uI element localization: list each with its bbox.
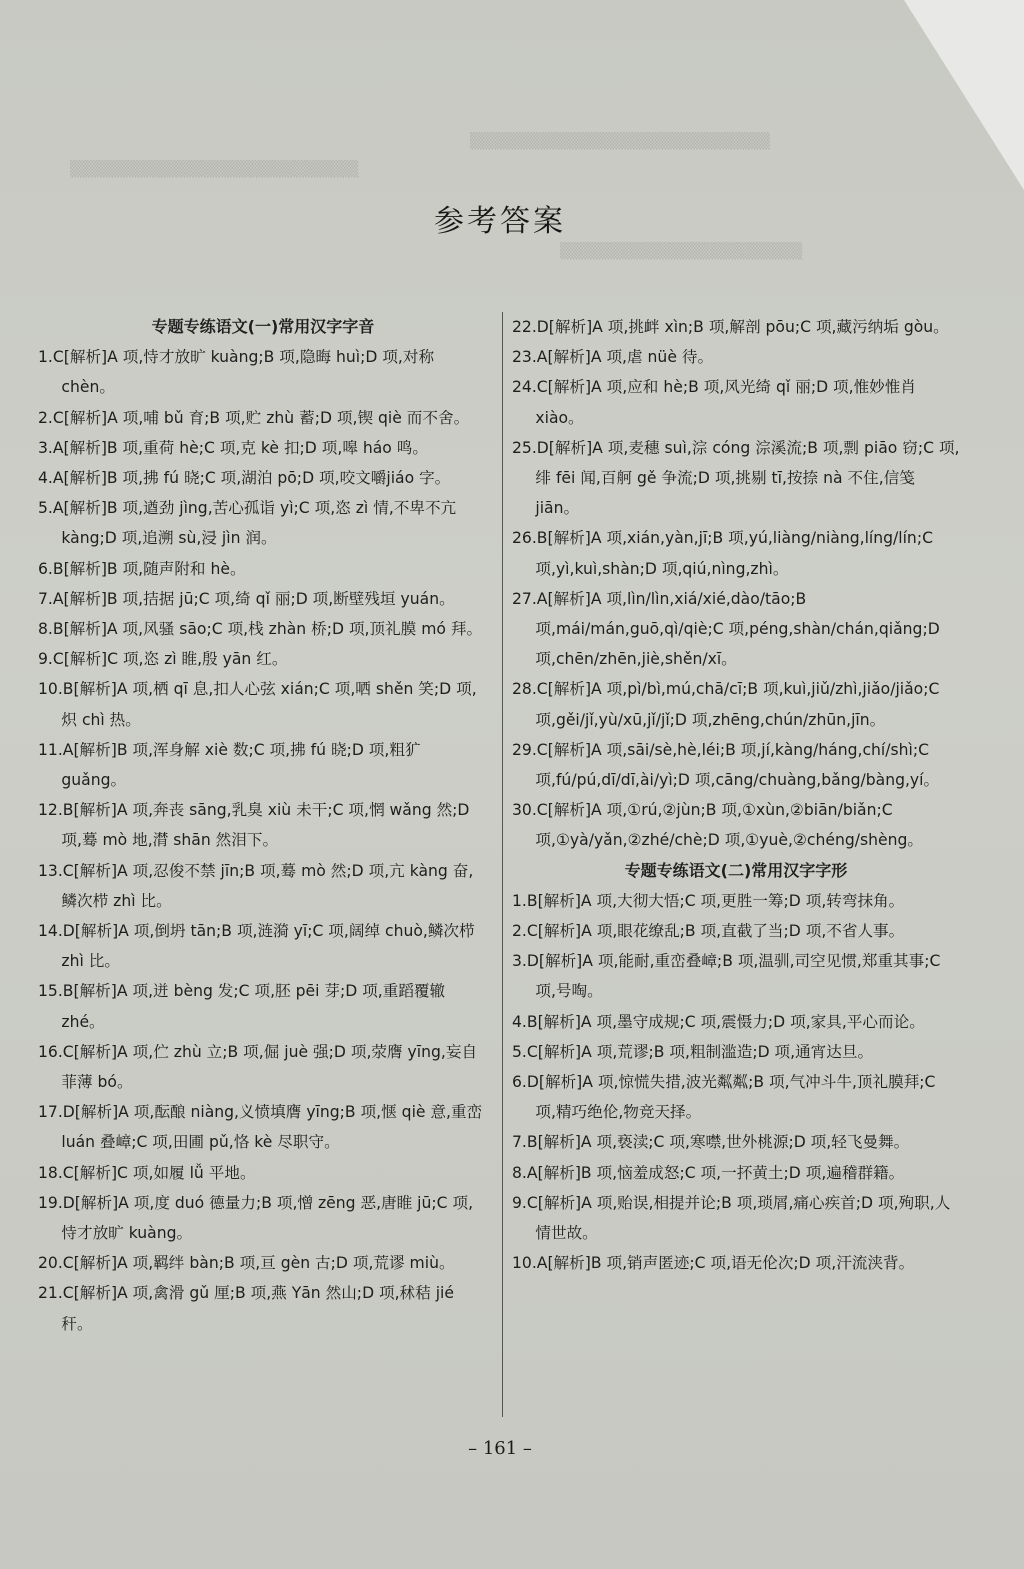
answer-item: 14.D[解析]A 项,倒坍 tān;B 项,涟漪 yī;C 项,阔绰 chuò,鳞次栉 zhì 比。 <box>38 922 475 971</box>
answer-item: 7.B[解析]A 项,亵渎;C 项,寒噤,世外桃源;D 项,轻飞曼舞。 <box>512 1133 910 1152</box>
answer-item: 24.C[解析]A 项,应和 hè;B 项,风光绮 qǐ 丽;D 项,惟妙惟肖 xiào。 <box>512 378 916 427</box>
answer-item: 18.C[解析]C 项,如履 lǚ 平地。 <box>38 1163 256 1182</box>
answer-item: 4.A[解析]B 项,拂 fú 晓;C 项,湖泊 pō;D 项,咬文嚼jiáo 字。 <box>38 469 451 487</box>
answer-item: 20.C[解析]A 项,羁绊 bàn;B 项,亘 gèn 古;D 项,荒谬 miù。 <box>38 1254 455 1273</box>
answer-item: 19.D[解析]A 项,度 duó 德量力;B 项,憎 zēng 恶,唐睢 jū;C 项,恃才放旷 kuàng。 <box>38 1193 474 1243</box>
answer-item: 3.D[解析]A 项,能耐,重峦叠嶂;B 项,温驯,司空见惯,郑重其事;C 项,号啕。 <box>512 952 941 1001</box>
answer-item: 6.B[解析]B 项,随声附和 hè。 <box>38 559 246 578</box>
answer-item: 17.D[解析]A 项,酝酿 niàng,义愤填膺 yīng;B 项,惬 qiè 意,重峦 luán 叠嶂;C 项,田圃 pǔ,恪 kè 尽职守。 <box>38 1103 483 1152</box>
answer-item: 12.B[解析]A 项,奔丧 sāng,乳臭 xiù 未干;C 项,惘 wǎng 然;D 项,蓦 mò 地,潸 shān 然泪下。 <box>38 801 470 850</box>
answer-item: 25.D[解析]A 项,麦穗 suì,淙 cóng 淙溪流;B 项,剽 piāo 窃;C 项,绯 fēi 闻,百舸 gě 争流;D 项,挑剔 tī,按捺 nà 不住,信笺 jiān。 <box>512 438 960 518</box>
answer-item: 16.C[解析]A 项,伫 zhù 立;B 项,倔 juè 强;D 项,荥膺 yīng,妄自菲薄 bó。 <box>38 1042 478 1092</box>
answer-item: 13.C[解析]A 项,忍俊不禁 jīn;B 项,蓦 mò 然;D 项,亢 kàng 奋,鳞次栉 zhì 比。 <box>38 861 474 910</box>
answer-item: 29.C[解析]A 项,sāi/sè,hè,léi;B 项,jí,kàng/háng,chí/shì;C 项,fú/pú,dī/dī,ài/yì;D 项,cāng/chuàng,bǎng/bàng,yí。 <box>512 740 940 790</box>
answer-item: 7.A[解析]B 项,拮据 jū;C 项,绮 qǐ 丽;D 项,断壁残垣 yuán。 <box>38 589 455 608</box>
answer-item: 2.C[解析]A 项,哺 bǔ 育;B 项,贮 zhù 蓄;D 项,锲 qiè 而不舍。 <box>38 408 470 427</box>
bleed-through-text: ▒▒▒▒▒▒▒▒▒▒▒▒▒▒▒▒▒▒▒▒▒ <box>560 242 803 260</box>
answer-item: 21.C[解析]A 项,禽滑 gǔ 厘;B 项,燕 Yān 然山;D 项,秫秸 jié 秆。 <box>38 1284 454 1333</box>
page-title: 参考答案 <box>434 204 566 239</box>
answer-item: 1.B[解析]A 项,大彻大悟;C 项,更胜一筹;D 项,转弯抹角。 <box>512 891 905 910</box>
bleed-through-text: ▒▒▒▒▒▒▒▒▒▒▒▒▒▒▒▒▒▒▒▒▒▒▒▒▒ <box>70 160 359 178</box>
answer-item: 2.C[解析]A 项,眼花缭乱;B 项,直截了当;D 项,不省人事。 <box>512 922 905 941</box>
left-column <box>38 312 488 1339</box>
answer-item: 22.D[解析]A 项,挑衅 xìn;B 项,解剖 pōu;C 项,藏污纳垢 gòu。 <box>512 318 949 336</box>
page-fold-corner <box>904 0 1024 190</box>
right-column <box>512 312 960 1278</box>
answer-item: 3.A[解析]B 项,重荷 hè;C 项,克 kè 扣;D 项,嗥 háo 鸣。 <box>38 438 428 457</box>
answer-item: 8.B[解析]A 项,风骚 sāo;C 项,栈 zhàn 桥;D 项,顶礼膜 mó 拜。 <box>38 620 483 639</box>
answer-item: 4.B[解析]A 项,墨守成规;C 项,震慑力;D 项,家具,平心而论。 <box>512 1012 925 1031</box>
answer-item: 10.B[解析]A 项,栖 qī 息,扣人心弦 xián;C 项,哂 shěn 笑;D 项,炽 chì 热。 <box>38 680 477 729</box>
section-heading-1: 专题专练语文(一)常用汉字字音 <box>151 317 375 336</box>
answer-item: 28.C[解析]A 项,pì/bì,mú,chā/cī;B 项,kuì,jiǔ/zhì,jiǎo/jiǎo;C 项,gěi/jǐ,yù/xū,jǐ/jǐ;D 项,zhēng,chún/zhūn,jīn。 <box>512 680 940 729</box>
answer-item: 5.A[解析]B 项,遒劲 jìng,苦心孤诣 yì;C 项,恣 zì 情,不卑不亢 kàng;D 项,追溯 sù,浸 jìn 润。 <box>38 499 457 548</box>
answer-item: 6.D[解析]A 项,惊慌失措,波光粼粼;B 项,气冲斗牛,顶礼膜拜;C 项,精巧绝伦,物竞天择。 <box>512 1073 936 1122</box>
column-divider <box>502 312 503 1417</box>
answer-item: 8.A[解析]B 项,恼羞成怒;C 项,一抔黄土;D 项,遍稽群籍。 <box>512 1163 905 1182</box>
answer-item: 23.A[解析]A 项,虐 nüè 待。 <box>512 348 714 367</box>
section-heading-2: 专题专练语文(二)常用汉字字形 <box>624 860 848 880</box>
answer-item: 9.C[解析]A 项,贻误,相提并论;B 项,琐屑,痛心疾首;D 项,殉职,人情世故。 <box>512 1193 951 1243</box>
answer-item: 5.C[解析]A 项,荒谬;B 项,粗制滥造;D 项,通宵达旦。 <box>512 1042 874 1061</box>
answer-item: 11.A[解析]B 项,浑身解 xiè 数;C 项,拂 fú 晓;D 项,粗犷 guǎng。 <box>38 740 421 790</box>
answer-item: 15.B[解析]A 项,迸 bèng 发;C 项,胚 pēi 芽;D 项,重蹈覆辙 zhé。 <box>38 982 446 1031</box>
answer-item: 27.A[解析]A 项,lìn/lìn,xiá/xié,dào/tāo;B 项,mái/mán,guō,qì/qiè;C 项,péng,shàn/chán,qiǎng;D 项,chēn/zhēn,jiè,shěn/xī。 <box>512 589 940 669</box>
answer-item: 26.B[解析]A 项,xián,yàn,jī;B 项,yú,liàng/niàng,líng/lín;C 项,yì,kuì,shàn;D 项,qiú,nìng,zhì。 <box>512 529 933 578</box>
bleed-through-text: ▒▒▒▒▒▒▒▒▒▒▒▒▒▒▒▒▒▒▒▒▒▒▒▒▒▒ <box>470 132 770 150</box>
answer-item: 30.C[解析]A 项,①rú,②jùn;B 项,①xùn,②biān/biǎn;C 项,①yà/yǎn,②zhé/chè;D 项,①yuè,②chéng/shèng。 <box>512 801 923 850</box>
answer-item: 1.C[解析]A 项,恃才放旷 kuàng;B 项,隐晦 huì;D 项,对称 chèn。 <box>38 348 435 397</box>
answer-item: 10.A[解析]B 项,销声匿迹;C 项,语无伦次;D 项,汗流浃背。 <box>512 1254 915 1273</box>
answer-item: 9.C[解析]C 项,恣 zì 睢,殷 yān 红。 <box>38 650 288 669</box>
page-number: – 161 – <box>468 1438 532 1459</box>
